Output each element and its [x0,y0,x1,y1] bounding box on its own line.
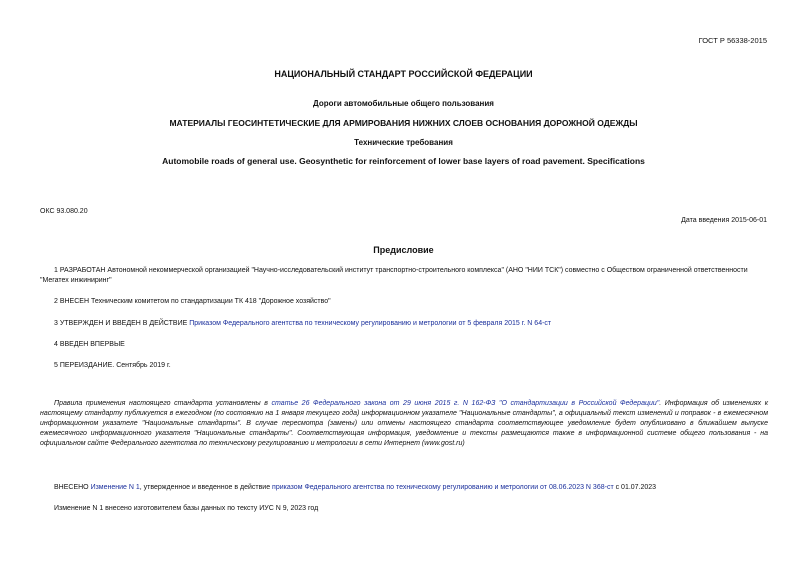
rules-prefix: Правила применения настоящего стандарта установлены в [54,400,272,407]
amendment-paragraph [40,483,768,493]
preface-heading: Предисловие [373,245,434,255]
national-standard-heading: НАЦИОНАЛЬНЫЙ СТАНДАРТ РОССИЙСКОЙ ФЕДЕРАЦИИ [274,69,533,79]
standard-code: ГОСТ Р 56338-2015 [698,36,767,45]
order-64-link[interactable]: Приказом Федерального агентства по техническому регулированию и метрологии от 5 февраля 2015 г. N 64-ст [189,320,552,327]
application-rules-paragraph [40,399,768,449]
document-subtitle: Дороги автомобильные общего пользования [313,99,494,108]
introduction-date: Дата введения 2015-06-01 [681,217,767,224]
amendment-note: Изменение N 1 внесено изготовителем базы данных по тексту ИУС N 9, 2023 год [54,505,319,512]
amendment-date: с 01.07.2023 [613,484,657,491]
preface-item-1: 1 РАЗРАБОТАН Автономной некоммерческой организацией "Научно-исследовательский институт транспортно-строительного комплекса" (АНО "НИИ ТСК") совместно с Обществом ограниченной ответственности "Мегатех инжиниринг" [40,267,748,284]
preface-item-4: 4 ВВЕДЕН ВПЕРВЫЕ [54,341,125,348]
preface-item-3 [40,319,768,329]
english-title: Automobile roads of general use. Geosynthetic for reinforcement of lower base layers of road pavement. Specifications [162,156,645,166]
preface-item-3-text: 3 УТВЕРЖДЕН И ВВЕДЕН В ДЕЙСТВИЕ [54,320,190,327]
rules-suffix: . Информация об изменениях к настоящему стандарту публикуется в ежегодном (по состоянию на 1 января текущего года) информационном указателе "Национальные стандарты", а официальный текст изменений и поправок - в ежемесячном информационном указателе "Национальные стандарты". В случае пересмотра (замены) или отмены настоящего стандарта соответствующее уведомление будет опубликовано в ближайшем выпуске ежемесячного информационного указателя "Национальные стандарты". Соответствующая информация, уведомление и тексты размещаются также в информационной системе общего пользования - на официальном сайте Федерального агентства по техническому регулированию и метрологии в сети Интернет (www.gost.ru) [40,400,768,447]
technical-requirements-heading: Технические требования [354,138,453,147]
oks-code: ОКС 93.080.20 [40,208,88,215]
amendment-prefix: ВНЕСЕНО [54,484,91,491]
preface-item-2: 2 ВНЕСЕН Техническим комитетом по стандартизации ТК 418 "Дорожное хозяйство" [54,298,331,305]
federal-law-link[interactable]: статье 26 Федерального закона от 29 июня 2015 г. N 162-ФЗ "О стандартизации в Российской Федерации" [271,400,660,407]
amendment-1-link[interactable]: Изменение N 1 [90,484,140,491]
amendment-mid: , утвержденное и введенное в действие [139,484,273,491]
order-368-link[interactable]: приказом Федерального агентства по техническому регулированию и метрологии от 08.06.2023 N 368-ст [272,484,614,491]
document-title: МАТЕРИАЛЫ ГЕОСИНТЕТИЧЕСКИЕ ДЛЯ АРМИРОВАНИЯ НИЖНИХ СЛОЕВ ОСНОВАНИЯ ДОРОЖНОЙ ОДЕЖДЫ [169,118,638,128]
preface-item-5: 5 ПЕРЕИЗДАНИЕ. Сентябрь 2019 г. [54,362,171,369]
